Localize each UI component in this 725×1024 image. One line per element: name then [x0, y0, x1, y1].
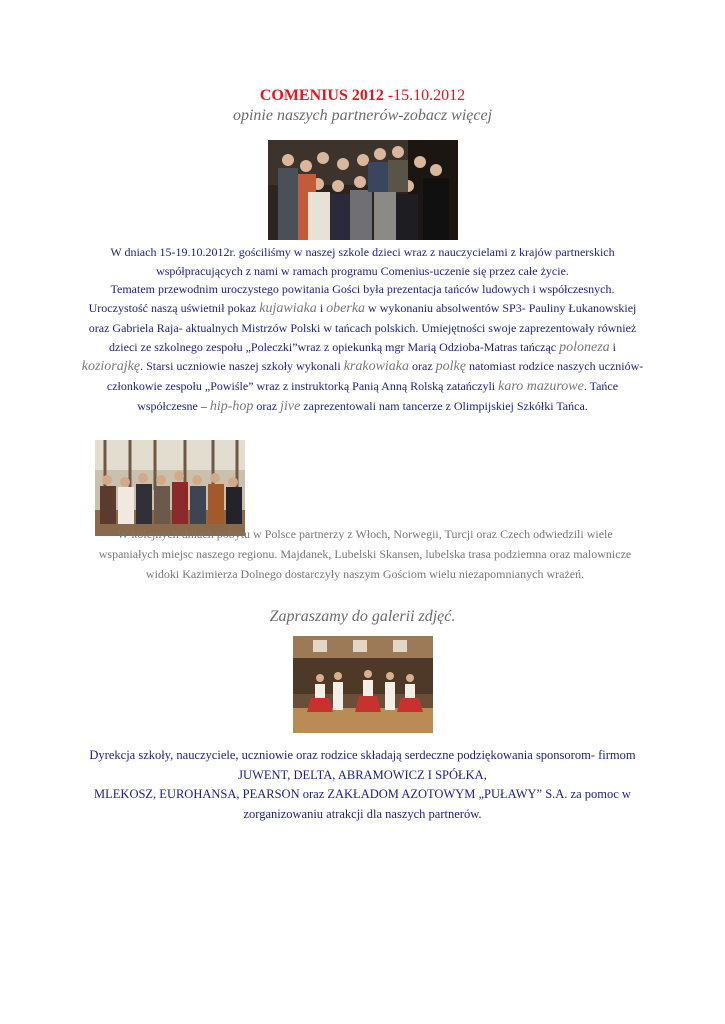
intro-text-part: i [609, 339, 617, 354]
thanks-text [80, 746, 645, 824]
group-photo [268, 140, 458, 240]
dance-name: karo mazurowe [498, 378, 584, 394]
intro-text-part: oraz [409, 359, 436, 374]
intro-text-part: zaprezentowali nam tancerze z Olimpijskiej Szkółki Tańca. [300, 398, 588, 413]
dance-name: oberka [326, 301, 366, 317]
intro-text-part: w wykonaniu absolwentów SP3- Pauliny Łukanowskiej oraz Gabriela Raja- aktualnych Mistrzów Polski w tańcach polskich. Umiejętności swoje zaprezentowały również dzieci ze szkolnego zespołu „Poleczki”wraz z opiekunką mgr Marią Odzioba-Matras tańcząc [88, 301, 637, 354]
thanks-line-1: Dyrekcja szkoły, nauczyciele, uczniowie oraz rodzice składają serdeczne podziękowania sponsorom- firmom [89, 748, 636, 762]
intro-text-part: . Tańce współczesne – [137, 378, 619, 413]
dance-name: hip-hop [209, 398, 254, 414]
intro-text-part: Tematem przewodnim uroczystego powitania Gości była prezentacja tańców ludowych i współczesnych. Uroczystość naszą uświetnił pokaz [88, 282, 615, 316]
intro-text-part: natomiast rodzice naszych uczniów-członkowie zespołu „Powiśle” wraz z instruktorką Panią Anną Rolską zatańczyli [106, 359, 644, 393]
dance-photo [293, 636, 433, 733]
page-title: COMENIUS 2012 [259, 87, 384, 104]
intro-text-part: . Starsi uczniowie naszej szkoły wykonali [140, 359, 344, 374]
visits-text: W kolejnych dniach pobytu w Polsce partnerzy z Włoch, Norwegii, Turcji oraz Czech odwiedzili wiele wspaniałych miejsc naszego regionu. Majdanek, Lubelski Skansen, lubelska trasa podziemna oraz malownicze widoki Kazimierza Dolnego dostarczyły naszym Gościom wielu niezapomnianych wrażeń. [98, 527, 632, 581]
gallery-link[interactable]: Zapraszamy do galerii zdjęć. [269, 608, 456, 625]
thanks-line-2: JUWENT, DELTA, ABRAMOWICZ I SPÓŁKA, [238, 767, 487, 782]
title-date: -15.10.2012 [383, 87, 466, 104]
title-line [0, 86, 725, 106]
thanks-line-3: MLEKOSZ, EUROHANSA, PEARSON oraz ZAKŁADOM AZOTOWYM „PUŁAWY” S.A. za pomoc w zorganizowaniu atrakcji dla naszych partnerów. [94, 787, 631, 821]
intro-sentence-1: W dniach 15-19.10.2012r. gościliśmy w naszej szkole dzieci wraz z nauczycielami z krajów partnerskich współpracujących z nami w ramach programu Comenius-uczenie się przez całe życie. [110, 245, 615, 278]
dance-name: jive [280, 398, 301, 414]
dance-name: polkę [435, 359, 466, 375]
intro-text-part: i [316, 301, 327, 316]
intro-text [80, 243, 645, 416]
dance-name: koziorajkę [81, 359, 141, 375]
subtitle-link[interactable]: opinie naszych partnerów-zobacz więcej [232, 107, 493, 124]
audience-photo [95, 440, 245, 536]
intro-text-part: oraz [253, 398, 281, 413]
dance-name: poloneza [559, 339, 610, 355]
dance-name: krakowiaka [343, 359, 410, 375]
dance-name: kujawiaka [259, 301, 317, 317]
